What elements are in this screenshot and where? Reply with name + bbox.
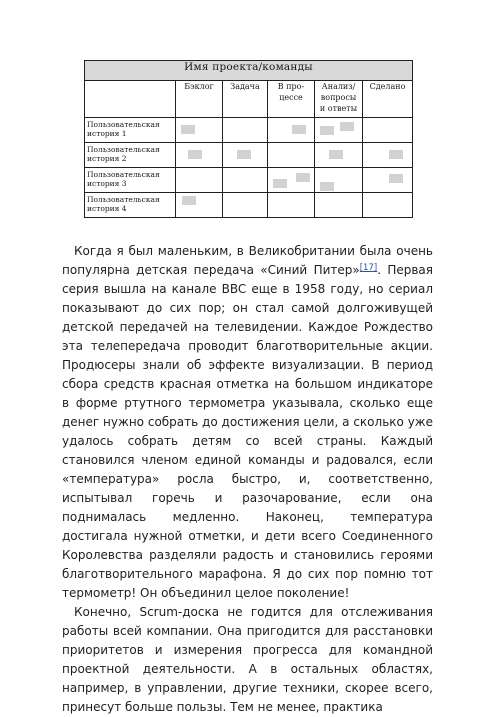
scrum-board-table: [84, 60, 413, 218]
paragraph-1: [62, 242, 433, 603]
task-card: [237, 150, 251, 159]
paragraph-2: Конечно, Scrum-доска не годится для отслеживания работы всей компании. Она пригодится для расстановки приоритетов и измерения прогресса для командной проектной деятельности. А в остальных областях, например, в управлении, другие техники, скорее всего, принесут больше пользы. Тем не менее, практика: [62, 605, 433, 714]
board-cell: [315, 168, 363, 193]
board-cell: [176, 143, 223, 168]
board-cell: [363, 143, 413, 168]
paragraph-1-end: . Первая серия вышла на канале BBC еще в 1958 году, но сериал показывают до сих пор; он стал самой долгоживущей детской передачей на телевидении. Каждое Рождество эта телепередача проводит благотворительные акции. Продюсеры знали об эффекте визуализации. В период сбора средств красная отметка на большом индикаторе в форме ртутного термометра указывала, сколько еще денег нужно собрать до достижения цели, а сколько уже удалось собрать детям со всей страны. Каждый становился членом единой команды и радовался, если «температура» росла быстро, и, соответственно, испытывал горечь и разочарование, если она поднималась медленно. Наконец, температура достигала нужной отметки, и дети всего Соединенного Королевства разделяли радость и становились героями благотворительного марафона. Я до сих пор помню тот термометр! Он объединил целое поколение!: [62, 263, 434, 600]
column-header-5: Сделано: [363, 81, 413, 118]
board-cell: [315, 193, 363, 218]
story-label: Пользовательская история 4: [85, 193, 176, 218]
task-card: [320, 126, 334, 135]
board-cell: [176, 118, 223, 143]
story-row: [85, 118, 413, 143]
task-card: [188, 150, 202, 159]
scrum-board-figure: [84, 60, 412, 218]
task-card: [292, 125, 306, 134]
task-card: [296, 173, 310, 182]
board-cell: [363, 118, 413, 143]
column-header-3: В про- цессе: [268, 81, 315, 118]
task-card: [320, 182, 334, 191]
board-cell: [223, 118, 268, 143]
task-card: [273, 179, 287, 188]
board-cell: [223, 168, 268, 193]
board-cell: [268, 168, 315, 193]
story-row: [85, 143, 413, 168]
task-card: [182, 196, 196, 205]
story-row: [85, 168, 413, 193]
board-cell: [363, 168, 413, 193]
task-card: [389, 150, 403, 159]
task-card: [389, 174, 403, 183]
story-row: [85, 193, 413, 218]
story-label: Пользовательская история 1: [85, 118, 176, 143]
body-text: [62, 242, 433, 717]
board-cell: [223, 193, 268, 218]
board-cell: [268, 143, 315, 168]
board-cell: [223, 143, 268, 168]
story-label: Пользовательская история 3: [85, 168, 176, 193]
task-card: [329, 150, 343, 159]
paragraph-1-start: Когда я был маленьким, в Великобритании была очень популярна детская передача «Синий Питер»: [62, 244, 433, 277]
column-header-2: Задача: [223, 81, 268, 118]
board-title: Имя проекта/команды: [85, 61, 413, 81]
story-label: Пользовательская история 2: [85, 143, 176, 168]
corner-cell: [85, 81, 176, 118]
board-cell: [268, 193, 315, 218]
column-header-1: Бэклог: [176, 81, 223, 118]
footnote-ref-link[interactable]: [17]: [359, 263, 378, 273]
task-card: [340, 122, 354, 131]
board-cell: [315, 143, 363, 168]
board-cell: [268, 118, 315, 143]
column-header-4: Анализ/ вопросы и ответы: [315, 81, 363, 118]
board-cell: [176, 193, 223, 218]
board-cell: [363, 193, 413, 218]
task-card: [181, 125, 195, 134]
board-cell: [315, 118, 363, 143]
board-cell: [176, 168, 223, 193]
